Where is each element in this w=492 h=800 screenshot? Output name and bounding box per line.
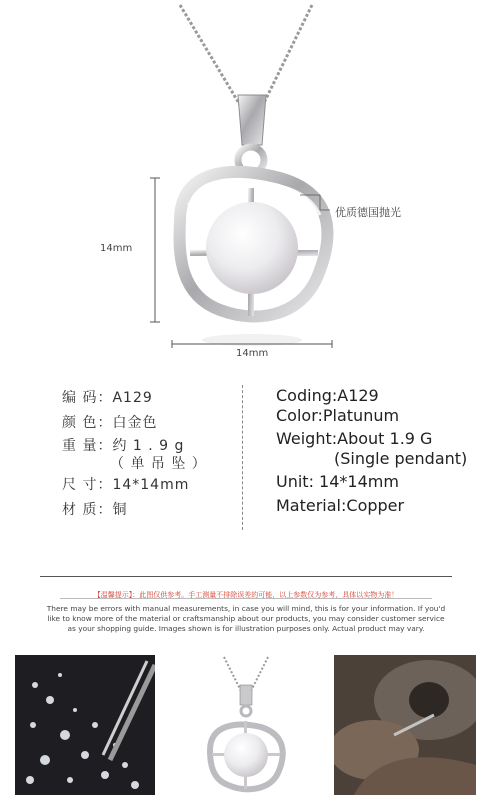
notice-english-line: as your shopping guide. Images shown is for illustration purposes only. Actual product may vary. [67, 624, 425, 633]
spec-cn-row [62, 412, 242, 432]
spec-cn-row [62, 499, 242, 519]
notice-rule [40, 576, 452, 577]
notice-english-line: There may be errors with manual measurements, in case you will mind, this is for your information. If you'd [46, 604, 446, 613]
pendant-thumb-art [176, 655, 316, 795]
spec-cn-value: 14*14mm [112, 477, 190, 493]
height-dimension-label: 14mm [100, 243, 133, 254]
spec-cn-value: A129 [112, 390, 153, 406]
polishing-photo [334, 655, 476, 795]
pendant-thumbnail [176, 655, 316, 795]
spec-cn-value: （ 单 吊 坠 ） [110, 456, 207, 472]
spec-cn-row [62, 435, 242, 455]
width-dimension-label: 14mm [236, 348, 269, 359]
pendant-image [0, 0, 492, 370]
spec-cn-value: 白金色 [112, 415, 158, 431]
spec-cn-row [110, 453, 290, 473]
spec-cn-label: 材 质： [62, 502, 113, 518]
notice-english-line: like to know more of the material or craftsmanship about our products, you may consider customer service [47, 614, 445, 623]
notice-english [26, 604, 466, 634]
spec-cn-label: 尺 寸： [62, 477, 113, 493]
spec-cn-label: 颜 色： [62, 415, 113, 431]
spec-en-unit: Unit: 14*14mm [276, 472, 399, 491]
spec-en-material: Material:Copper [276, 496, 405, 515]
spec-en-single: (Single pendant) [334, 449, 468, 468]
spec-en-color: Color:Platunum [276, 406, 400, 425]
notice-subrule [60, 598, 432, 599]
product-hero [0, 0, 492, 370]
crystal-photo [15, 655, 155, 795]
spec-cn-label: 编 码： [62, 390, 113, 406]
spec-cn-row [62, 387, 242, 407]
specs-divider [242, 385, 243, 530]
polishing-photo-art [334, 655, 476, 795]
notice-red-text: 【温馨提示】：此图仅供参考。手工测量不排除误差的可能，以上参数仅为参考，具体以实物为准！ [93, 591, 399, 599]
spec-cn-value: 铜 [112, 502, 128, 518]
spec-en-coding: Coding:A129 [276, 386, 379, 405]
spec-cn-value: 约 1 . 9 g [112, 438, 185, 454]
spec-cn-label: 重 量： [62, 438, 113, 454]
spec-cn-row [62, 474, 242, 494]
polish-callout-label: 优质德国抛光 [335, 206, 401, 219]
spec-en-weight: Weight:About 1.9 G [276, 429, 433, 448]
crystal-photo-art [15, 655, 155, 795]
